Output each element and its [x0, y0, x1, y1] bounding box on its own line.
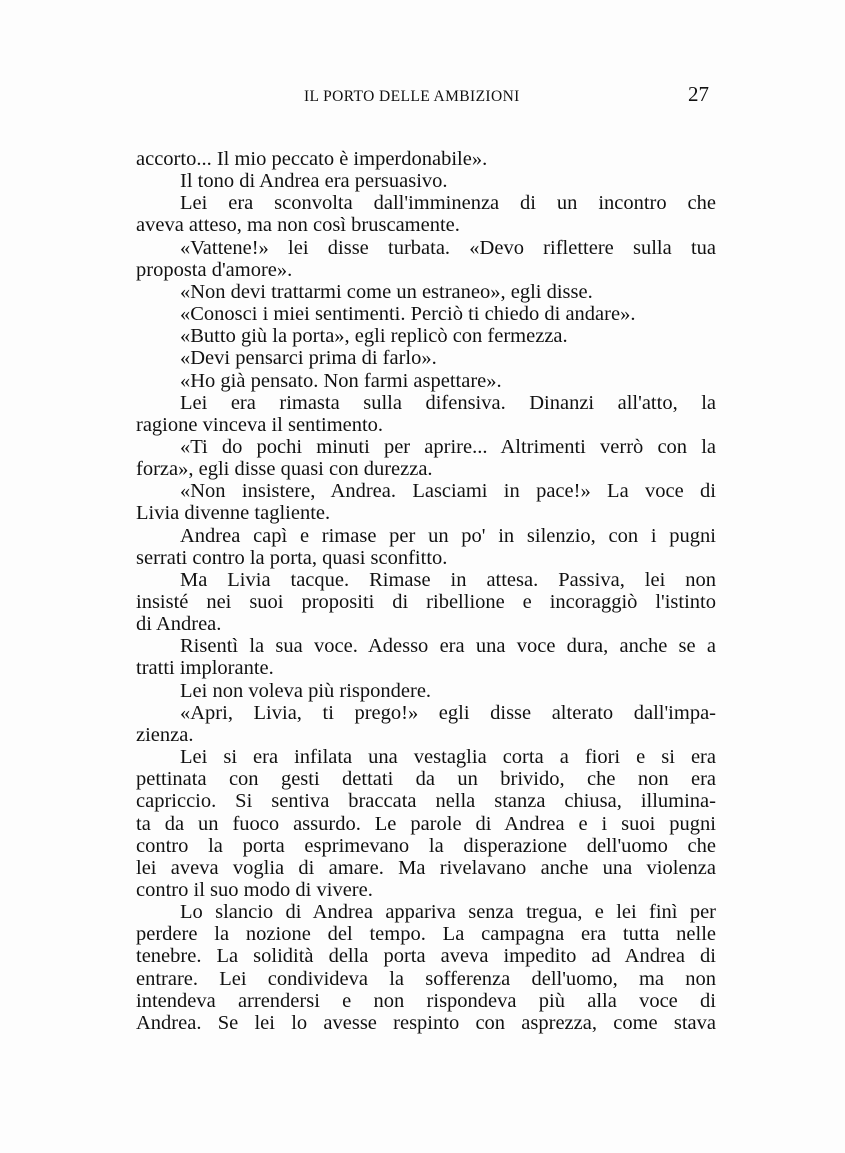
text-line: capriccio. Si sentiva braccata nella stanza chiusa, illumina- [136, 790, 716, 813]
text-line: «Ti do pochi minuti per aprire... Altrimenti verrò con la [180, 435, 716, 458]
text-line: lei aveva voglia di amare. Ma rivelavano anche una violenza [136, 856, 716, 879]
running-title: IL PORTO DELLE AMBIZIONI [304, 88, 520, 105]
text-line: di Andrea. [136, 613, 222, 636]
text-line: intendeva arrendersi e non rispondeva più alla voce di [136, 989, 716, 1012]
text-line: «Non devi trattarmi come un estraneo», egli disse. [180, 280, 593, 303]
text-line: Risentì la sua voce. Adesso era una voce dura, anche se a [180, 635, 716, 658]
text-line: accorto... Il mio peccato è imperdonabile». [136, 148, 488, 170]
page-number: 27 [688, 82, 709, 106]
text-line: Livia divenne tagliente. [136, 502, 331, 525]
text-line: «Conosci i miei sentimenti. Perciò ti chiedo di andare». [180, 303, 636, 326]
text-line: perdere la nozione del tempo. La campagna era tutta nelle [136, 923, 716, 946]
text-line: «Devi pensarci prima di farlo». [180, 347, 437, 370]
text-line: ragione vinceva il sentimento. [136, 413, 384, 436]
text-line: pettinata con gesti dettati da un brivido, che non era [136, 768, 716, 791]
text-line: Lo slancio di Andrea appariva senza tregua, e lei finì per [180, 901, 716, 924]
text-line: contro il suo modo di vivere. [136, 878, 373, 901]
text-line: contro la porta esprimevano la disperazione dell'uomo che [136, 834, 716, 857]
text-line: insisté nei suoi propositi di ribellione e incoraggiò l'istinto [136, 591, 716, 613]
text-line: Lei era rimasta sulla difensiva. Dinanzi all'atto, la [180, 391, 716, 414]
text-line: Lei era sconvolta dall'imminenza di un incontro che [180, 192, 716, 215]
text-line: «Non insistere, Andrea. Lasciami in pace!» La voce di [180, 480, 716, 503]
text-line: Ma Livia tacque. Rimase in attesa. Passiva, lei non [180, 568, 716, 591]
text-line: aveva atteso, ma non così bruscamente. [136, 214, 460, 237]
text-line: forza», egli disse quasi con durezza. [136, 458, 433, 481]
text-line: proposta d'amore». [136, 258, 293, 281]
text-line: «Butto giù la porta», egli replicò con fermezza. [180, 325, 568, 348]
text-line: tenebre. La solidità della porta aveva impedito ad Andrea di [136, 945, 716, 968]
text-line: ta da un fuoco assurdo. Le parole di Andrea e i suoi pugni [136, 812, 716, 835]
text-line: «Ho già pensato. Non farmi aspettare». [180, 369, 502, 392]
text-line: Andrea capì e rimase per un po' in silenzio, con i pugni [180, 524, 716, 547]
text-line: entrare. Lei condivideva la sofferenza dell'uomo, ma non [136, 967, 716, 990]
text-line: «Apri, Livia, ti prego!» egli disse alterato dall'impa- [180, 701, 716, 724]
text-line: zienza. [136, 723, 194, 746]
text-line: «Vattene!» lei disse turbata. «Devo riflettere sulla tua [180, 236, 716, 259]
text-line: tratti implorante. [136, 657, 274, 680]
text-line: Andrea. Se lei lo avesse respinto con asprezza, come stava [136, 1011, 716, 1034]
text-line: Il tono di Andrea era persuasivo. [180, 170, 448, 193]
text-line: Lei non voleva più rispondere. [180, 679, 432, 702]
text-line: serrati contro la porta, quasi sconfitto. [136, 546, 448, 569]
text-line: Lei si era infilata una vestaglia corta a fiori e si era [180, 746, 716, 769]
